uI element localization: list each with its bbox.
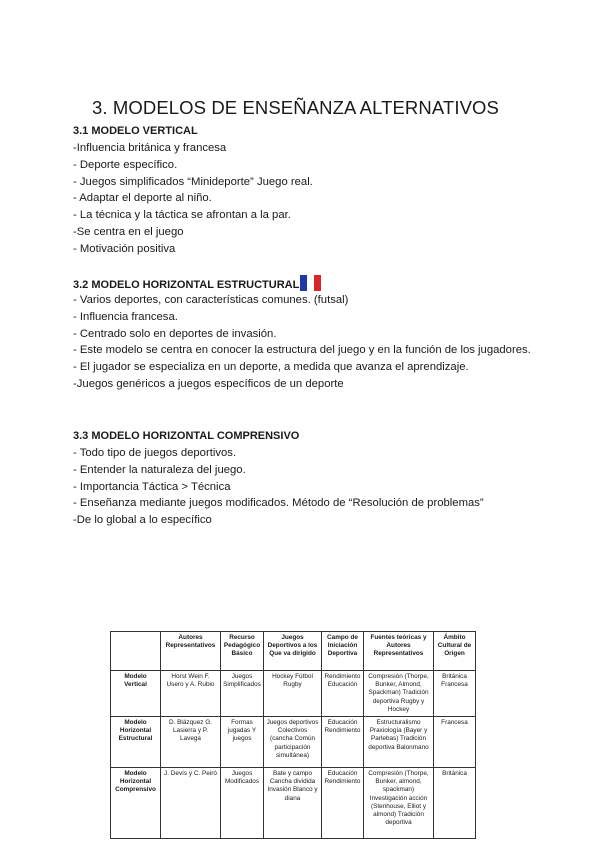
table-cell: Educación Rendimiento bbox=[322, 768, 364, 839]
table-cell: Estructuralismo Praxiología (Bayer y Parlebas) Tradición deportiva Balonmano bbox=[364, 717, 434, 768]
section-vertical bbox=[73, 123, 553, 258]
table-header-cell: Ámbito Cultural de Origen bbox=[434, 632, 476, 671]
list-item: - Entender la naturaleza del juego. bbox=[73, 463, 246, 476]
list-item: - Todo tipo de juegos deportivos. bbox=[73, 447, 237, 459]
table-header-cell: Juegos Deportivos a los Que va dirigido bbox=[264, 632, 322, 671]
table-cell: Modelo Vertical bbox=[111, 671, 161, 717]
list-item: - Motivación positiva bbox=[73, 242, 176, 255]
table-header-cell: Autores Representativos bbox=[161, 632, 221, 671]
table-header-cell: Fuentes teóricas y Autores Representativos bbox=[364, 632, 434, 671]
table-cell: Compresión (Thorpe, Bunker, Almond, Spackman) Tradición deportiva Rugby y Hockey bbox=[364, 671, 434, 717]
list-item: -Se centra en el juego bbox=[73, 225, 184, 238]
list-item: - Importancia Táctica > Técnica bbox=[73, 480, 231, 493]
table-cell: Francesa bbox=[434, 717, 476, 768]
list-item: -Juegos genéricos a juegos específicos de un deporte bbox=[73, 377, 344, 390]
list-item: - Influencia francesa. bbox=[73, 310, 178, 323]
list-item: -Influencia británica y francesa bbox=[73, 142, 227, 154]
section-heading: 3.1 MODELO VERTICAL bbox=[73, 125, 198, 137]
list-item: - Juegos simplificados “Minideporte” Juego real. bbox=[73, 175, 313, 188]
table-cell: Juegos Modificados bbox=[221, 768, 264, 839]
table-cell: Formas jugadas Y juegos bbox=[221, 717, 264, 768]
table-cell: Modelo Horizontal Estructural bbox=[111, 717, 161, 768]
list-item: - Deporte específico. bbox=[73, 158, 178, 171]
table-header-row bbox=[111, 632, 476, 671]
table-cell: Compresión (Thorpe, Bunker, almond, spackman) Investigación acción (Stenhouse, Elliot y almond) Tradición deportiva bbox=[364, 768, 434, 839]
table-cell: Juegos Simplificados bbox=[221, 671, 264, 717]
list-item: - El jugador se especializa en un deporte, a medida que avanza el aprendizaje. bbox=[73, 361, 469, 374]
table-header-cell: Recurso Pedagógico Básico bbox=[221, 632, 264, 671]
list-item: - Varios deportes, con características comunes. (futsal) bbox=[73, 294, 349, 306]
table-cell: Modelo Horizontal Comprensivo bbox=[111, 768, 161, 839]
list-item: - Adaptar el deporte al niño. bbox=[73, 192, 212, 205]
france-flag-icon bbox=[300, 275, 322, 291]
models-table bbox=[110, 631, 476, 839]
table-cell: Británica bbox=[434, 768, 476, 839]
table-cell: Británica Francesa bbox=[434, 671, 476, 717]
section-heading-text: 3.2 MODELO HORIZONTAL ESTRUCTURAL bbox=[73, 279, 300, 291]
table-row bbox=[111, 717, 476, 768]
page-title: 3. MODELOS DE ENSEÑANZA ALTERNATIVOS bbox=[92, 97, 499, 118]
list-item: - Este modelo se centra en conocer la estructura del juego y en la función de los jugadores. bbox=[73, 344, 531, 357]
table-cell: Juegos deportivos Colectivos (cancha Común participación simultánea) bbox=[264, 717, 322, 768]
table-cell: Rendimiento Educación bbox=[322, 671, 364, 717]
table-row bbox=[111, 671, 476, 717]
table-cell: D. Blázquez G. Lasierra y P. Lavega bbox=[161, 717, 221, 768]
table-cell: Horst Wein F. Usero y A. Rubio bbox=[161, 671, 221, 717]
list-item: -De lo global a lo específico bbox=[73, 514, 212, 527]
table-header-cell bbox=[111, 632, 161, 671]
table-cell: Educación Rendimiento bbox=[322, 717, 364, 768]
table-cell: J. Devís y C. Peiró bbox=[161, 768, 221, 839]
table-row bbox=[111, 768, 476, 839]
list-item: - Centrado solo en deportes de invasión. bbox=[73, 327, 277, 340]
table-header-cell: Campo de Iniciación Deportiva bbox=[322, 632, 364, 671]
section-horizontal-comprensivo bbox=[73, 428, 553, 529]
section-horizontal-estructural bbox=[73, 275, 553, 393]
list-item: - La técnica y la táctica se afrontan a la par. bbox=[73, 209, 291, 222]
table-cell: Hockey Fútbol Rugby bbox=[264, 671, 322, 717]
section-heading bbox=[73, 275, 553, 292]
list-item: - Enseñanza mediante juegos modificados. Método de “Resolución de problemas” bbox=[73, 497, 484, 510]
section-heading: 3.3 MODELO HORIZONTAL COMPRENSIVO bbox=[73, 430, 300, 442]
table-cell: Bate y campo Cancha dividida Invasión Blanco y diana bbox=[264, 768, 322, 839]
